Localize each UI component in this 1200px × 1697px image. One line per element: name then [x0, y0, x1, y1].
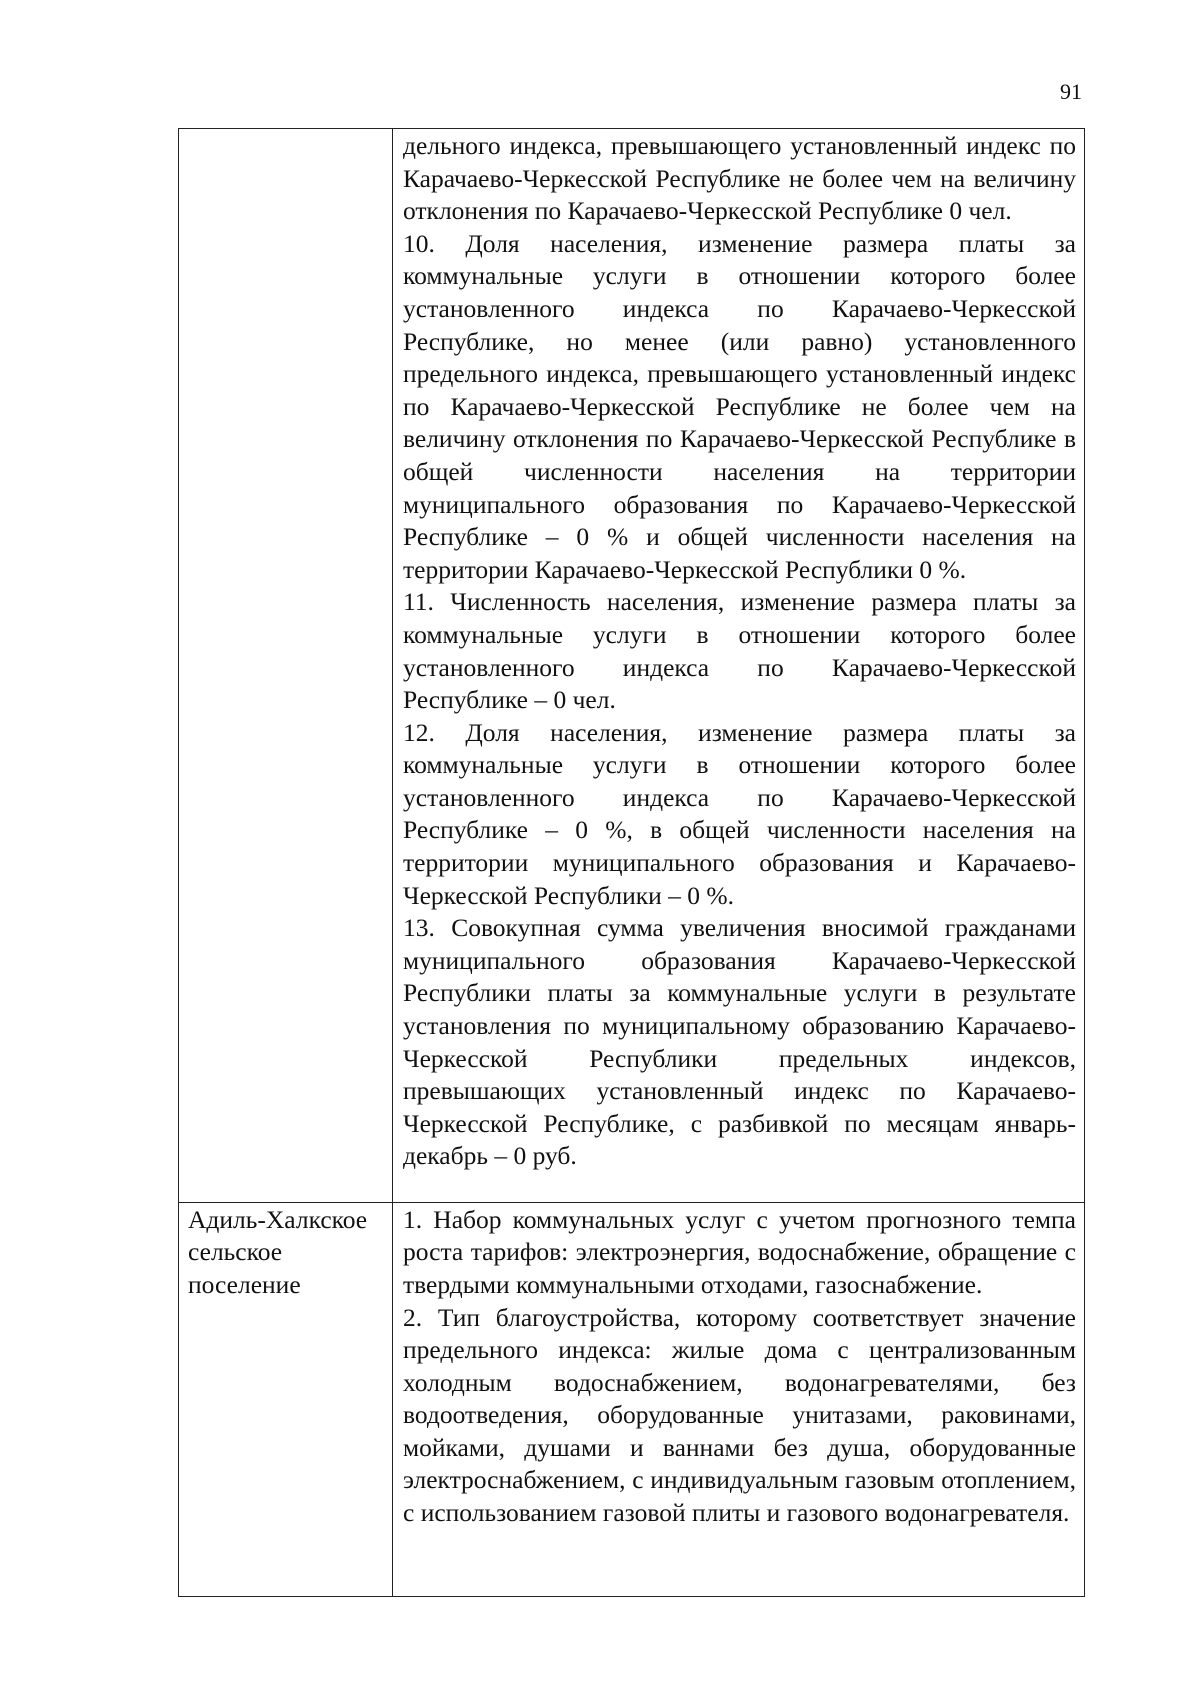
indicators-cell: [393, 1202, 1085, 1596]
indicators-cell: [393, 129, 1085, 1203]
municipality-name-cell: [179, 129, 393, 1203]
table-row: [179, 129, 1085, 1203]
indicator-paragraph: 1. Набор коммунальных услуг с учетом прогнозного темпа роста тарифов: электроэнергия, водоснабжение, обращение с твердыми коммунальными отходами, газоснабжение.: [403, 1204, 1076, 1299]
municipality-name: Адиль-Халкское сельское поселение: [188, 1204, 368, 1299]
table-row: [179, 1202, 1085, 1596]
page-number: 91: [1060, 79, 1082, 104]
indicator-paragraph: 2. Тип благоустройства, которому соответствует значение предельного индекса: жилые дома с централизованным холодным водоснабжением, водонагревателями, без водоотведения, оборудованные унитазами, раковинами, мойками, душами и ваннами без душа, оборудованные электроснабжением, с индивидуальным газовым отоплением, с использованием газовой плиты и газового водонагревателя.: [403, 1302, 1076, 1528]
municipality-name-cell: [179, 1202, 393, 1596]
indicator-paragraph: 11. Численность населения, изменение размера платы за коммунальные услуги в отношении которого более установленного индекса по Карачаево-Черкесской Республике – 0 чел.: [403, 587, 1076, 715]
indicator-paragraph: дельного индекса, превышающего установленный индекс по Карачаево-Черкесской Республике не более чем на величину отклонения по Карачаево-Черкесской Республике 0 чел.: [403, 131, 1076, 226]
indicator-paragraph: 13. Совокупная сумма увеличения вносимой гражданами муниципального образования Карачаево-Черкесской Республики платы за коммунальные услуги в результате установления по муниципальному образованию Карачаево-Черкесской Республики предельных индексов, превышающих установленный индекс по Карачаево-Черкесской Республике, с разбивкой по месяцам январь-декабрь – 0 руб.: [403, 913, 1076, 1171]
indicator-paragraph: 12. Доля населения, изменение размера платы за коммунальные услуги в отношении которого более установленного индекса по Карачаево-Черкесской Республике – 0 %, в общей численности населения на территории муниципального образования и Карачаево-Черкесской Республики – 0 %.: [403, 717, 1076, 910]
indicator-paragraph: 10. Доля населения, изменение размера платы за коммунальные услуги в отношении которого более установленного индекса по Карачаево-Черкесской Республике, но менее (или равно) установленного предельного индекса, превышающего установленный индекс по Карачаево-Черкесской Республике не более чем на величину отклонения по Карачаево-Черкесской Республике в общей численности населения на территории муниципального образования по Карачаево-Черкесской Республике – 0 % и общей численности населения на территории Карачаево-Черкесской Республики 0 %.: [403, 228, 1076, 584]
municipality-indicators-table: [178, 128, 1085, 1597]
